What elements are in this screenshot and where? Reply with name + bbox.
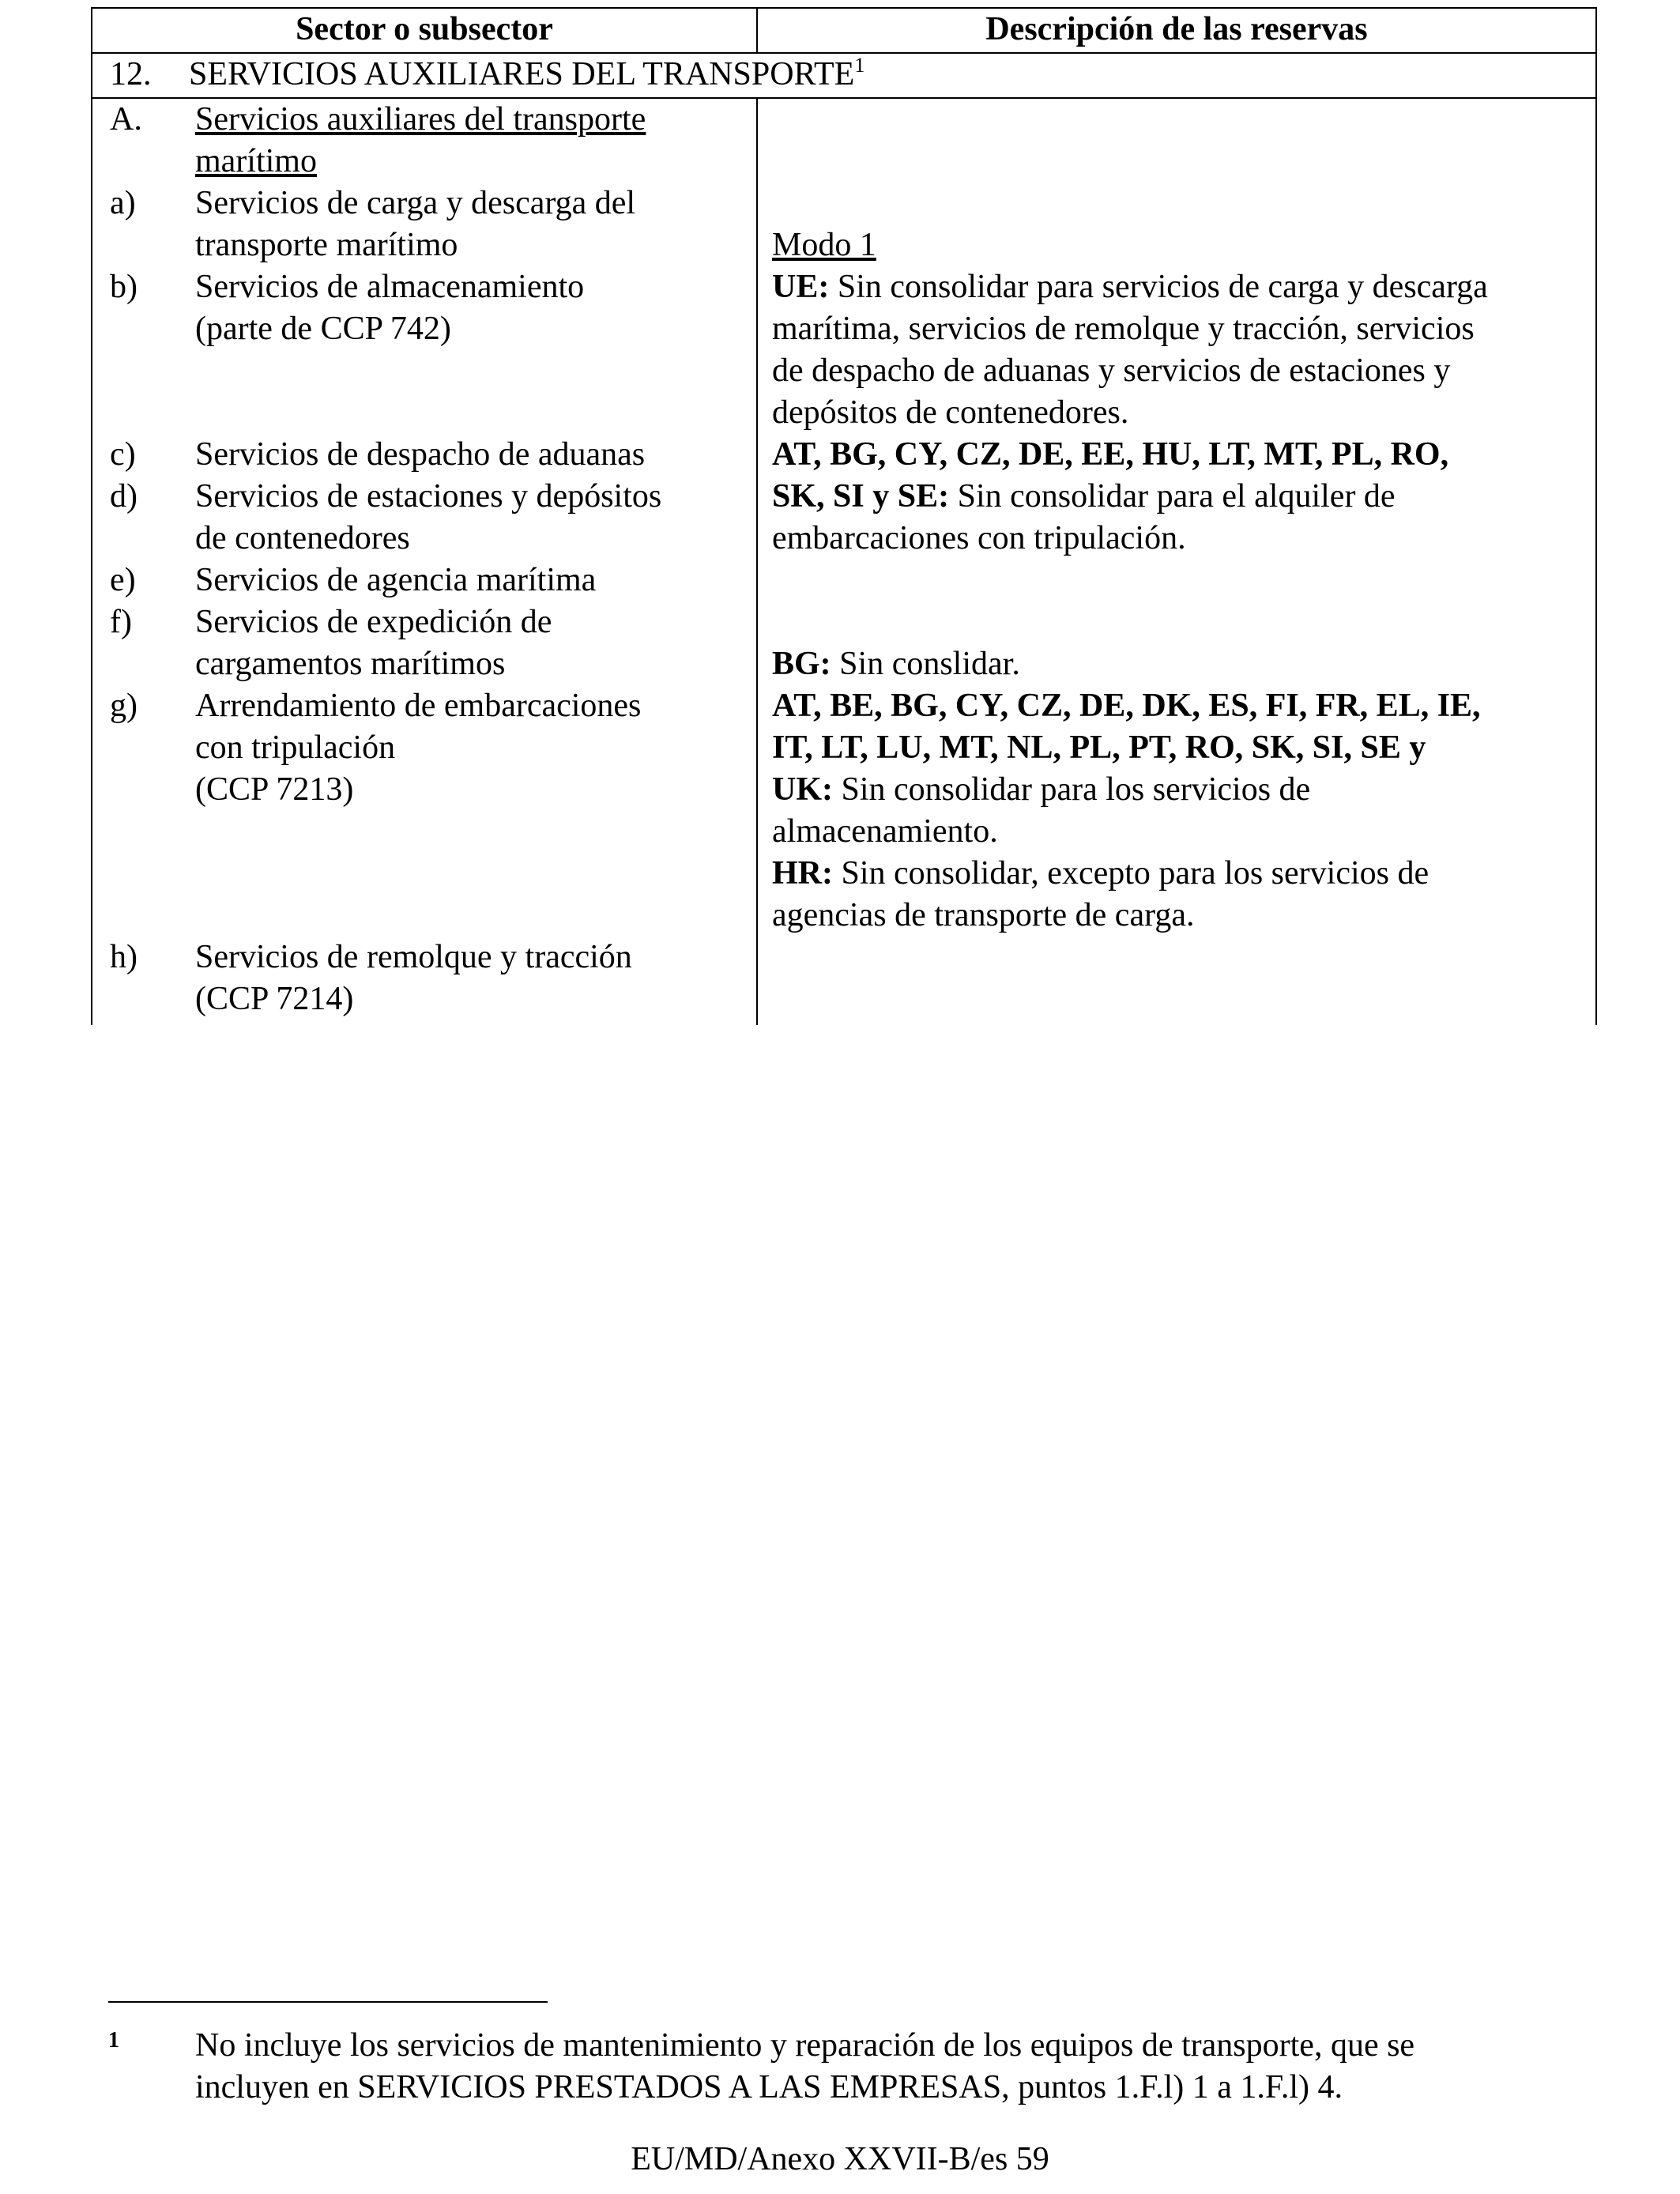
column-divider [756, 99, 758, 1025]
item-label: c) [110, 436, 136, 473]
header-sector: Sector o subsector [92, 9, 758, 52]
item-label: d) [110, 478, 137, 515]
item-text: Servicios de expedición de [195, 604, 552, 640]
item-label: e) [110, 562, 136, 598]
item-text: Servicios de remolque y tracción [195, 939, 632, 975]
page-footer: EU/MD/Anexo XXVII-B/es 59 [631, 2141, 1049, 2177]
item-label: h) [110, 939, 137, 975]
reservation-text: Sin conslidar. [831, 646, 1020, 682]
item-text: (parte de CCP 742) [195, 311, 451, 347]
item-text: (CCP 7214) [195, 981, 354, 1017]
item-text: (CCP 7213) [195, 771, 354, 808]
header-description: Descripción de las reservas [985, 11, 1368, 47]
reservation-text: Sin consolidar para el alquiler de [949, 478, 1396, 515]
item-text: de contenedores [195, 520, 410, 556]
item-text: cargamentos marítimos [195, 646, 506, 682]
reservation-hr [772, 853, 1429, 895]
reservation-text: depósitos de contenedores. [772, 394, 1129, 431]
item-label: b) [110, 269, 137, 305]
country-codes: SK, SI y SE: [772, 478, 950, 515]
reservation-crew-rental [772, 476, 1396, 518]
reservation-text: de despacho de aduanas y servicios de estaciones y [772, 352, 1451, 389]
country-codes: AT, BG, CY, CZ, DE, EE, HU, LT, MT, PL, RO, [772, 436, 1449, 473]
section-row [92, 54, 1595, 99]
item-text: Servicios de agencia marítima [195, 562, 597, 598]
item-text: Arrendamiento de embarcaciones [195, 688, 642, 724]
reservation-text: almacenamiento. [772, 813, 998, 850]
reservation-bg [772, 643, 1020, 685]
reservation-storage [772, 769, 1310, 811]
item-label: g) [110, 688, 137, 724]
section-title-text: SERVICIOS AUXILIARES DEL TRANSPORTE [189, 56, 855, 92]
item-text: Servicios auxiliares del transporte [195, 101, 646, 138]
mode-heading: Modo 1 [772, 227, 876, 263]
footnote-number: 1 [108, 2028, 119, 2053]
section-title [189, 54, 864, 97]
item-text: Servicios de despacho de aduanas [195, 436, 646, 473]
table-header [92, 9, 1595, 54]
item-label: A. [110, 101, 142, 138]
reservation-text: marítima, servicios de remolque y tracción, servicios [772, 311, 1475, 347]
country-codes: BG: [772, 646, 831, 682]
table-body [92, 99, 1595, 1025]
item-text: Servicios de carga y descarga del [195, 185, 636, 221]
footnote-ref[interactable]: 1 [854, 54, 865, 77]
item-text: Servicios de estaciones y depósitos [195, 478, 662, 515]
reservations-table [91, 7, 1597, 1025]
item-text: transporte marítimo [195, 227, 458, 263]
footnote-text [195, 2025, 1602, 2109]
country-codes: UK: [772, 771, 833, 808]
country-codes: UE: [772, 269, 830, 305]
country-codes: HR: [772, 855, 833, 892]
country-codes: AT, BE, BG, CY, CZ, DE, DK, ES, FI, FR, EL, IE, [772, 688, 1481, 724]
reservation-text: Sin consolidar, excepto para los servicios de [833, 855, 1430, 892]
footnote-line: incluyen en SERVICIOS PRESTADOS A LAS EMPRESAS, puntos 1.F.l) 1 a 1.F.l) 4. [195, 2069, 1343, 2105]
section-number: 12. [110, 56, 152, 92]
item-label: f) [110, 604, 132, 640]
item-text: marítimo [195, 143, 317, 179]
item-label: a) [110, 185, 136, 221]
item-text: Servicios de almacenamiento [195, 269, 585, 305]
reservation-text: agencias de transporte de carga. [772, 897, 1195, 933]
country-codes: IT, LT, LU, MT, NL, PL, PT, RO, SK, SI, SE y [772, 729, 1426, 766]
reservation-text: Sin consolidar para los servicios de [833, 771, 1311, 808]
footnote-separator [108, 2001, 548, 2003]
reservation-ue [772, 266, 1488, 308]
reservation-text: embarcaciones con tripulación. [772, 520, 1186, 556]
footnote-line: No incluye los servicios de mantenimiento y reparación de los equipos de transporte, que se [195, 2027, 1415, 2064]
item-text: con tripulación [195, 729, 396, 766]
reservation-text: Sin consolidar para servicios de carga y descarga [829, 269, 1488, 305]
